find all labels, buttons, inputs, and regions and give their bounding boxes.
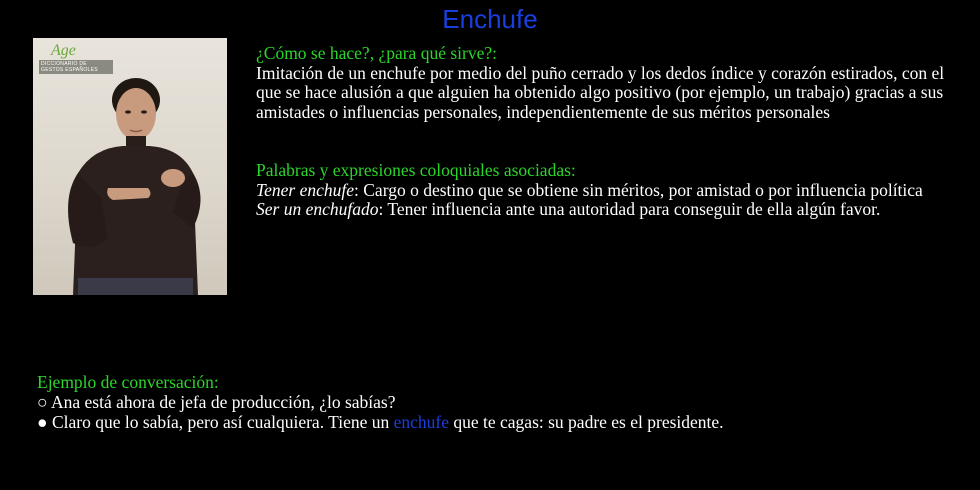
logo-text: DICCIONARIO DE GESTOS ESPAÑOLES [39, 60, 113, 74]
filled-bullet-icon: ● [37, 412, 48, 432]
expression-term: Tener enchufe [256, 179, 355, 200]
expression-item [256, 200, 946, 220]
person-illustration [33, 38, 227, 295]
expression-term: Ser un enchufado [256, 199, 379, 219]
expressions-section [256, 161, 946, 220]
expression-item [256, 181, 946, 201]
gesture-photo [33, 38, 227, 295]
conversation-text: Ana está ahora de jefa de producción, ¿lo sabías? [47, 392, 396, 412]
expressions-heading: Palabras y expresiones coloquiales asociadas: [256, 160, 576, 180]
conversation-section [37, 372, 937, 432]
expression-definition: : Cargo o destino que se obtiene sin méritos, por amistad o por influencia política [354, 179, 923, 200]
highlighted-word: enchufe [393, 412, 449, 432]
conversation-heading: Ejemplo de conversación: [37, 372, 219, 392]
how-body: Imitación de un enchufe por medio del puño cerrado y los dedos índice y corazón estirados, con el que se hace alusión a que alguien ha obtenido algo positivo (por ejemplo, un trabajo) gracias a sus amistades o influencias personales, independientemente de sus méritos personales [256, 62, 945, 122]
how-section [256, 44, 946, 122]
conversation-line [37, 392, 937, 412]
how-heading: ¿Cómo se hace?, ¿para qué sirve?: [256, 43, 497, 63]
hollow-bullet-icon: ○ [37, 392, 48, 412]
logo-mark: Age [51, 42, 76, 59]
expression-definition: : Tener influencia ante una autoridad para conseguir de ella algún favor. [378, 199, 881, 219]
page-title: Enchufe [442, 4, 538, 34]
conversation-text: que te cagas: su padre es el presidente. [449, 412, 724, 432]
conversation-line [37, 412, 937, 432]
conversation-text: Claro que lo sabía, pero así cualquiera. Tiene un [47, 412, 394, 432]
